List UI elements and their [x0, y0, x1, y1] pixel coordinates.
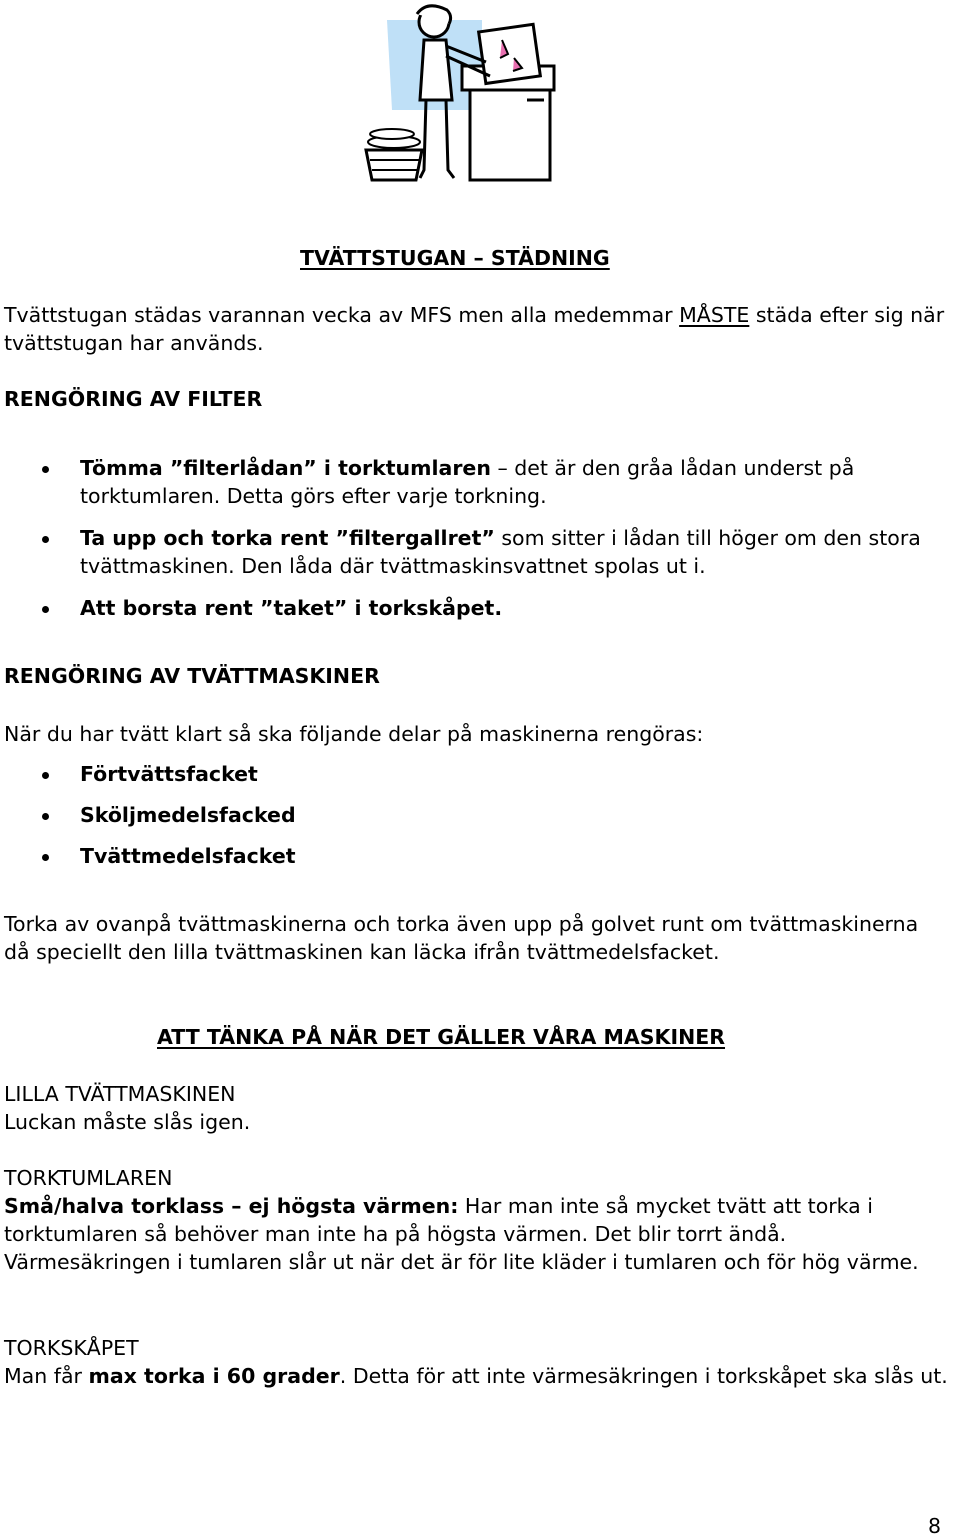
laundry-woman-washing-machine-icon: [362, 0, 562, 190]
small-machine-heading: LILLA TVÄTTMASKINEN: [4, 1082, 236, 1106]
bullet-icon: [42, 606, 49, 613]
cabinet-text-2: . Detta för att inte värmesäkringen i torkskåpet ska slås ut.: [339, 1364, 948, 1388]
intro-paragraph: [4, 301, 954, 357]
list-item: [0, 760, 958, 788]
bullet-icon: [42, 813, 49, 820]
intro-text-2: städa efter sig när tvättstugan har används.: [4, 303, 945, 355]
cabinet-paragraph: [4, 1362, 949, 1390]
machines-item-3: Tvättmedelsfacket: [80, 844, 296, 868]
intro-emphasis: MÅSTE: [679, 303, 750, 327]
bullet-icon: [42, 536, 49, 543]
machines-list: [0, 760, 958, 870]
filter-item-3-bold: Att borsta rent ”taket” i torkskåpet.: [80, 596, 503, 620]
bullet-icon: [42, 466, 49, 473]
cabinet-heading: TORKSKÅPET: [4, 1336, 139, 1360]
machines-note: Torka av ovanpå tvättmaskinerna och torka även upp på golvet runt om tvättmaskinerna då speciellt den lilla tvättmaskinen kan läcka ifrån tvättmedelsfacket.: [4, 912, 919, 964]
list-item: [0, 524, 958, 580]
think-heading: ATT TÄNKA PÅ NÄR DET GÄLLER VÅRA MASKINER: [157, 1025, 726, 1049]
cabinet-bold: max torka i 60 grader: [88, 1364, 340, 1388]
bullet-icon: [42, 772, 49, 779]
machines-intro: När du har tvätt klart så ska följande delar på maskinerna rengöras:: [4, 722, 704, 746]
list-item: [0, 594, 958, 622]
intro-text-1: Tvättstugan städas varannan vecka av MFS men alla medemmar: [4, 303, 680, 327]
dryer-heading: TORKTUMLAREN: [4, 1166, 173, 1190]
list-item: [0, 801, 958, 829]
filter-list: [0, 454, 958, 622]
page-title: TVÄTTSTUGAN – STÄDNING: [300, 246, 610, 270]
machines-item-2: Sköljmedelsfacked: [80, 803, 296, 827]
list-item: [0, 454, 958, 510]
filter-item-2-text: som sitter i lådan till höger om den stora tvättmaskinen. Den låda där tvättmaskinsvattnet spolas ut i.: [80, 526, 921, 578]
bullet-icon: [42, 854, 49, 861]
dryer-text: Har man inte så mycket tvätt att torka i torktumlaren så behöver man inte ha på högsta värmen. Det blir torrt ändå. Värmesäkringen i tumlaren slår ut när det är för lite kläder i tumlaren och för hög värme.: [4, 1194, 919, 1274]
filter-item-1-bold: Tömma ”filterlådan” i torktumlaren: [80, 456, 491, 480]
dryer-paragraph: [4, 1192, 949, 1276]
filter-item-2-bold: Ta upp och torka rent ”filtergallret”: [80, 526, 495, 550]
dryer-bold: Små/halva torklass – ej högsta värmen:: [4, 1194, 459, 1218]
filter-heading: RENGÖRING AV FILTER: [4, 387, 263, 411]
small-machine-text: Luckan måste slås igen.: [4, 1110, 251, 1134]
machines-item-1: Förtvättsfacket: [80, 762, 258, 786]
filter-item-1-text: – det är den gråa lådan underst på torktumlaren. Detta görs efter varje torkning.: [80, 456, 855, 508]
page-number: 8: [928, 1514, 942, 1538]
list-item: [0, 842, 958, 870]
machines-heading: RENGÖRING AV TVÄTTMASKINER: [4, 664, 380, 688]
cabinet-text-1: Man får: [4, 1364, 89, 1388]
